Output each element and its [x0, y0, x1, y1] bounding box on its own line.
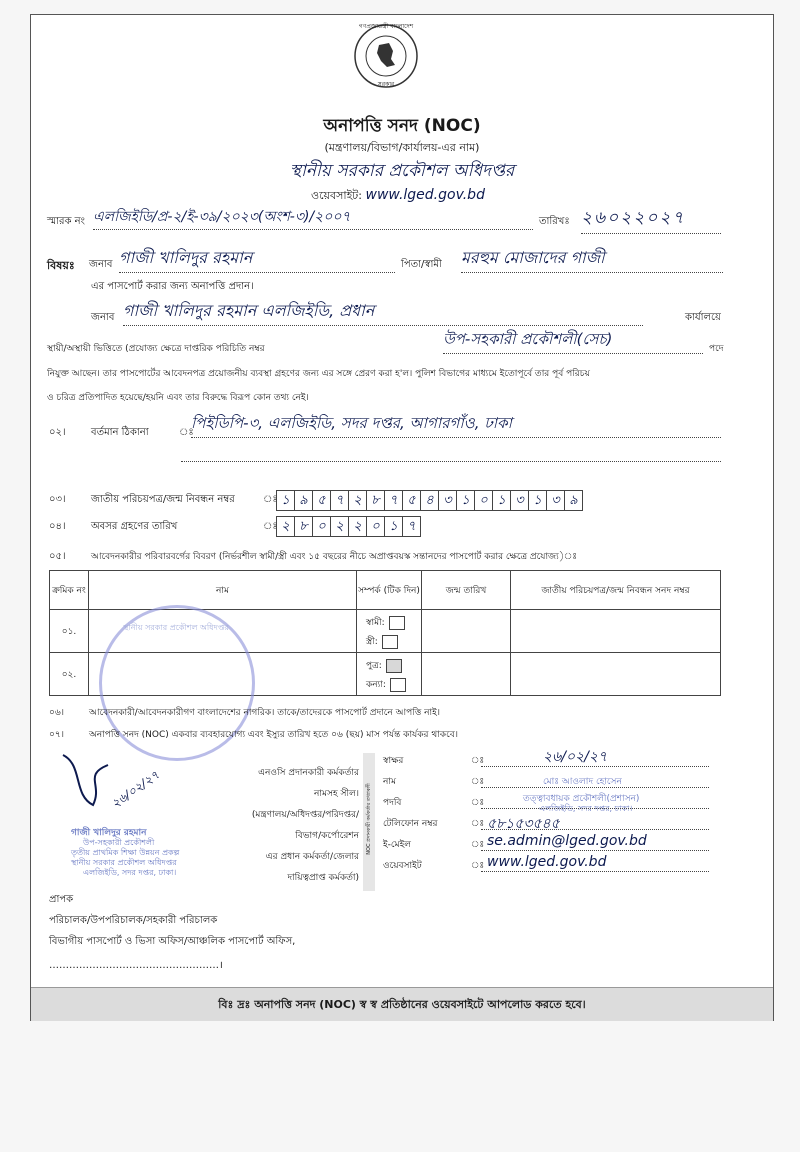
retire-digit-box: ৮ [294, 516, 313, 537]
row-relation [357, 653, 422, 696]
field-04-number: ০৪। [49, 521, 66, 532]
address-line-2 [181, 460, 721, 462]
relation-wife-checkbox[interactable] [382, 635, 398, 649]
field-03-number: ০৩। [49, 494, 66, 505]
note-06-text: আবেদনকারী/আবেদনকারীগণ বাংলাদেশের নাগরিক। তাকে/তাদেরকে পাসপোর্ট প্রদানে আপত্তি নাই। [89, 708, 441, 718]
nid-digit-box: ৭ [384, 490, 403, 511]
issuer-row-website [383, 854, 763, 879]
nid-digit-box: ৫ [312, 490, 331, 511]
issuer-description [209, 763, 359, 889]
retire-digit-box: ১ [384, 516, 403, 537]
issuer-label: ওয়েবসাইট [383, 861, 422, 871]
colon: ঃ [471, 861, 485, 871]
field-05-number: ০৫। [49, 551, 66, 562]
issuer-value: www.lged.gov.bd [487, 854, 607, 870]
issuer-desc-line: এর প্রধান কর্মকর্তা/জেলার [265, 852, 359, 862]
issuer-desc-line: এনওসি প্রদানকারী কর্মকর্তার [258, 768, 359, 778]
subject-line2: এর পাসপোর্ট করার জন্য অনাপত্তি প্রদান। [91, 281, 254, 292]
nid-digit-boxes [277, 489, 583, 511]
field-02-number: ০২। [49, 427, 66, 438]
row-relation [357, 610, 422, 653]
address-value: পিইডিপি-৩, এলজিইডি, সদর দপ্তর, আগারগাঁও, ঢাকা [191, 412, 721, 438]
memo-value: এলজিইডি/প্র-২/ই-৩৯/২০২৩(অংশ-৩)/২০০৭ [93, 205, 533, 230]
date-label: তারিখঃ [539, 216, 570, 227]
header-serial: ক্রমিক নং [50, 571, 89, 610]
nid-digit-box: ১ [492, 490, 511, 511]
issuer-value: se.admin@lged.gov.bd [487, 833, 647, 849]
retire-digit-box: ২ [330, 516, 349, 537]
stamp-line-5: এলজিইডি, সদর দপ্তর, ঢাকা। [83, 868, 177, 877]
stamp-line-3: তৃতীয় প্রাথমিক শিক্ষা উন্নয়ন প্রকল্প [71, 848, 180, 857]
nid-digit-box: ৩ [510, 490, 529, 511]
relation-daughter-label: কন্যা: [366, 680, 386, 690]
recipient-line-2: বিভাগীয় পাসপোর্ট ও ভিসা অফিস/আঞ্চলিক পাসপোর্ট অফিস, [49, 936, 296, 947]
issuer-value: ৫৮১৫৩৫৪৫ [487, 816, 560, 832]
row-nid [511, 610, 721, 653]
seal-text: স্থানীয় সরকার প্রকৌশল অধিদপ্তর [123, 623, 229, 632]
colon: ঃ [471, 819, 485, 829]
nid-digit-box: ৭ [330, 490, 349, 511]
header-nid: জাতীয় পরিচয়পত্র/জন্ম নিবন্ধন সনদ নম্বর [511, 571, 721, 610]
retire-digit-box: ২ [348, 516, 367, 537]
father-value: মরহুম মোজাদের গাজী [461, 245, 723, 273]
retire-label: অবসর গ্রহণের তারিখ [91, 521, 178, 532]
relation-husband-label: স্বামী: [366, 618, 385, 628]
issuer-value: মোঃ আওলাদ হোসেন [543, 777, 622, 787]
issuer-label: ই-মেইল [383, 840, 411, 850]
colon: ঃ [471, 777, 485, 787]
issuer-label: টেলিফোন নম্বর [383, 819, 438, 829]
website-line [311, 187, 485, 206]
address-label: বর্তমান ঠিকানা [91, 427, 149, 438]
emblem-text-bottom: সরকার [377, 81, 395, 88]
applicant-name: গাজী খালিদুর রহমান [119, 245, 395, 273]
relation-daughter-checkbox[interactable] [390, 678, 406, 692]
note-07-number: ০৭। [49, 730, 64, 740]
issuer-row-signature [383, 749, 763, 774]
body-janab: জনাব [91, 312, 115, 323]
note-06-number: ০৬। [49, 708, 64, 718]
nid-label: জাতীয় পরিচয়পত্র/জন্ম নিবন্ধন নম্বর [91, 494, 235, 505]
relation-wife-label: স্ত্রী: [366, 637, 378, 647]
website-label: ওয়েবসাইট: [311, 189, 362, 202]
stamp-line-2: উপ-সহকারী প্রকৌশলী [83, 838, 155, 847]
footer-note: বিঃ দ্রঃ অনাপত্তি সনদ (NOC) স্ব স্ব প্রতিষ্ঠানের ওয়েবসাইটে আপলোড করতে হবে। [31, 987, 773, 1021]
vertical-label-text: NOC প্রদানকারী কর্মকর্তার তথ্যাবলী [366, 783, 372, 855]
emblem-text-top: গণপ্রজাতন্ত্রী বাংলাদেশ [358, 23, 414, 30]
issuer-label: স্বাক্ষর [383, 756, 404, 766]
issuer-value: ২৬/০২/২৭ [543, 749, 608, 765]
dotted-line [481, 787, 709, 788]
row-birthdate [422, 653, 511, 696]
memo-label: স্মারক নং [47, 216, 85, 227]
issuer-vertical-label [363, 753, 375, 891]
row-serial: ০১. [50, 610, 89, 653]
nid-digit-box: ০ [474, 490, 493, 511]
father-label: পিতা/স্বামী [401, 259, 442, 270]
recipient-label: প্রাপক [49, 894, 74, 905]
government-emblem [353, 23, 419, 89]
page-title: অনাপত্তি সনদ (NOC) [323, 116, 481, 136]
office-name: স্থানীয় সরকার প্রকৌশল অধিদপ্তর [289, 161, 515, 181]
nid-digit-box: ৪ [420, 490, 439, 511]
relation-husband-checkbox[interactable] [389, 616, 405, 630]
row-birthdate [422, 610, 511, 653]
nid-digit-box: ১ [276, 490, 295, 511]
applicant-signature-stamp [53, 745, 233, 877]
permanent-text: স্থায়ী/অস্থায়ী ভিত্তিতে (প্রযোজ্য ক্ষেত্রে দাপ্তরিক পরিচিতি নম্বর [47, 344, 265, 354]
stamp-date: ২৬/০২/২৭ [108, 767, 162, 811]
issuer-desc-line: দায়িত্বপ্রাপ্ত কর্মকর্তা) [287, 873, 359, 883]
nid-digit-box: ৩ [546, 490, 565, 511]
family-label: আবেদনকারীর পরিবারবর্গের বিবরণ (নির্ভরশীল স্বামী/স্ত্রী এবং ১৫ বছরের নীচে অপ্রাপ্তবয়স্ক সন্তানদের পাসপোর্ট করার ক্ষেত্রে প্রযোজ্য)ঃ [91, 552, 578, 562]
row-nid [511, 653, 721, 696]
post-value: উপ-সহকারী প্রকৌশলী(সেচ) [443, 328, 703, 354]
retire-digit-box: ০ [312, 516, 331, 537]
stamp-line-4: স্থানীয় সরকার প্রকৌশল অধিদপ্তর [71, 858, 177, 867]
retire-date-boxes [277, 515, 421, 537]
page-subtitle: (মন্ত্রণালয়/বিভাগ/কার্যালয়-এর নাম) [324, 141, 480, 154]
issuer-desc-line: (মন্ত্রণালয়/অধিদপ্তর/পরিদপ্তর/ [251, 810, 359, 820]
nid-digit-box: ৮ [366, 490, 385, 511]
dotted-line [481, 829, 709, 830]
nid-digit-box: ৩ [438, 490, 457, 511]
retire-digit-box: ৭ [402, 516, 421, 537]
issuer-desc-line: বিভাগ/কর্পোরেশন [295, 831, 359, 841]
dotted-line [481, 766, 709, 767]
issuer-address: এলজিইডি, সদর দপ্তর, ঢাকা। [539, 804, 633, 813]
body-sentence-1: নিযুক্ত আছেন। তার পাসপোর্টের আবেদনপত্র প্রয়োজনীয় ব্যবস্থা গ্রহণের জন্য এর সঙ্গে প্রেরণ করা হ'ল। পুলিশ বিভাগের মাধ্যমে ইতোপূর্বে তার পূর্ব পরিচয় [47, 369, 590, 379]
website-value: www.lged.gov.bd [365, 187, 485, 203]
stamp-line-1: গাজী খালিদুর রহমান [71, 828, 147, 838]
colon: ঃ [471, 840, 485, 850]
colon: ঃ [471, 798, 485, 808]
nid-digit-box: ১ [528, 490, 547, 511]
nid-digit-box: ২ [348, 490, 367, 511]
nid-digit-box: ৫ [402, 490, 421, 511]
dotted-line [481, 850, 709, 851]
post-suffix: পদে [709, 344, 724, 354]
table-header-row [50, 571, 721, 610]
issuer-label: নাম [383, 777, 396, 787]
body-sentence-2: ও চরিত্র প্রতিপাদিত হয়েছে/হয়নি এবং তার বিরুদ্ধে বিরূপ কোন তথ্য নেই। [47, 393, 309, 403]
header-birthdate: জন্ম তারিখ [422, 571, 511, 610]
retire-colon: ঃ [263, 521, 278, 532]
date-value: ২৬০২২০২৭ [581, 205, 721, 234]
colon: ঃ [471, 756, 485, 766]
nid-digit-box: ৯ [294, 490, 313, 511]
subject-janab: জনাব [89, 259, 113, 270]
note-07-text: অনাপত্তি সনদ (NOC) একবার ব্যবহারযোগ্য এবং ইস্যুর তারিখ হতে ০৬ (ছয়) মাস পর্যন্ত কার্যকর থাকবে। [89, 730, 458, 740]
retire-digit-box: ২ [276, 516, 295, 537]
recipient-line-3: ……………………………………………। [49, 960, 223, 971]
row-serial: ০২. [50, 653, 89, 696]
address-colon: ঃ [179, 427, 194, 438]
issuer-label: পদবি [383, 798, 402, 808]
nid-colon: ঃ [263, 494, 278, 505]
dotted-line [481, 871, 709, 872]
office-suffix: কার্যালয়ে [685, 312, 721, 323]
header-relation: সম্পর্ক (টিক দিন) [357, 571, 422, 610]
relation-son-checkbox[interactable] [386, 659, 402, 673]
dotted-line [481, 808, 709, 809]
header-name: নাম [89, 571, 357, 610]
noc-form [30, 14, 774, 1021]
issuer-fields [383, 749, 763, 879]
nid-digit-box: ১ [456, 490, 475, 511]
issuer-row-designation [383, 795, 763, 816]
retire-digit-box: ০ [366, 516, 385, 537]
relation-son-label: পুত্র: [366, 661, 382, 671]
subject-label: বিষয়ঃ [47, 259, 75, 272]
recipient-line-1: পরিচালক/উপপরিচালক/সহকারী পরিচালক [49, 915, 218, 926]
nid-digit-box: ৯ [564, 490, 583, 511]
issuer-value: তত্ত্বাবধায়ক প্রকৌশলী(প্রশাসন) [523, 794, 640, 804]
issuer-desc-line: নামসহ সীল। [314, 789, 359, 799]
body-name-office: গাজী খালিদুর রহমান এলজিইডি, প্রধান [123, 298, 643, 326]
